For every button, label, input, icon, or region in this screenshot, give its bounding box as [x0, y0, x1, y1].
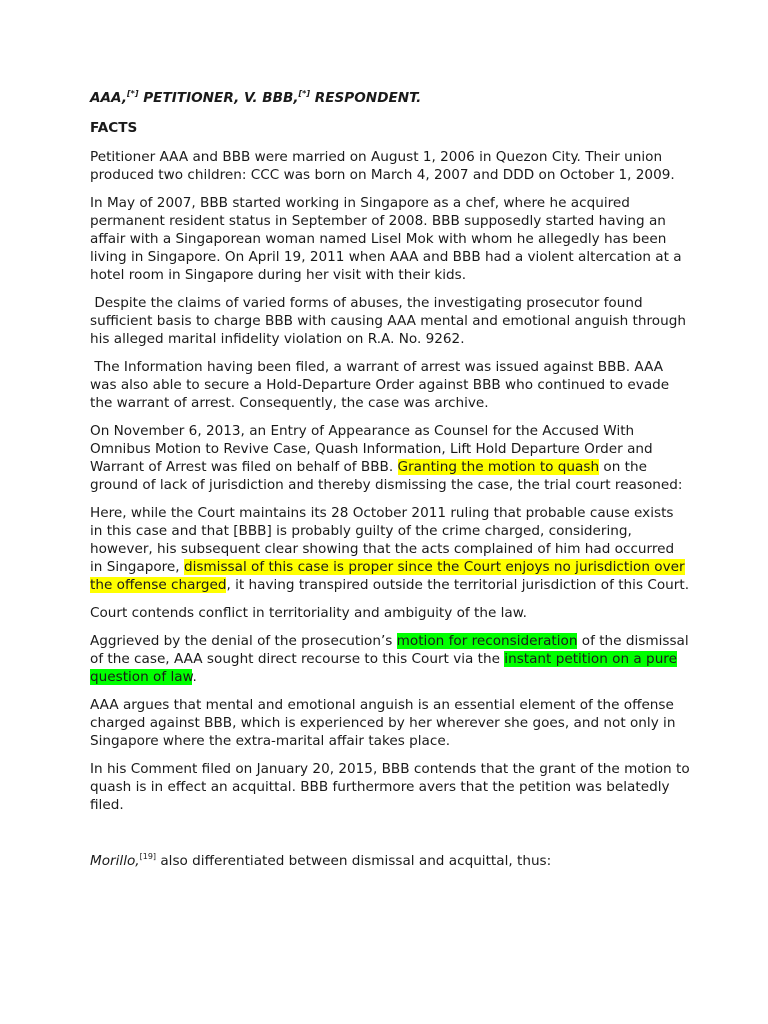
- title-part3: RESPONDENT.: [310, 90, 422, 106]
- facts-heading: FACTS: [90, 120, 138, 136]
- paragraph-5-text-b: on the ground of lack of jurisdiction and thereby dismissing the case, the trial court reasoned:: [90, 459, 683, 493]
- paragraph-11-text: also differentiated between dismissal and acquittal, thus:: [156, 853, 552, 869]
- footnote-ref[interactable]: [*]: [126, 89, 139, 98]
- paragraph-8-text-c: .: [192, 669, 197, 685]
- footnote-ref[interactable]: [*]: [298, 89, 311, 98]
- paragraph-2: In May of 2007, BBB started working in Singapore as a chef, where he acquired permanent resident status in September of 2008. BBB supposedly started having an affair with a Singaporean woman named Lisel Mok with whom he allegedly has been living in Singapore. On April 19, 2011 when AAA and BBB had a violent altercation at a hotel room in Singapore during her visit with their kids.: [90, 195, 682, 283]
- paragraph-5-text-a: On November 6, 2013, an Entry of Appearance as Counsel for the Accused With Omnibus Motion to Revive Case, Quash Information, Lift Hold Departure Order and Warrant of Arrest was filed on behalf of BBB.: [90, 423, 653, 475]
- footnote-ref[interactable]: [19]: [139, 852, 157, 861]
- title-part2: PETITIONER, V. BBB,: [138, 90, 299, 106]
- case-title: [90, 88, 690, 108]
- case-name-morillo: Morillo,: [90, 853, 140, 869]
- paragraph-7: Court contends conflict in territoriality and ambiguity of the law.: [90, 605, 527, 621]
- paragraph-5: [90, 422, 690, 494]
- paragraph-8-text-b: of the dismissal of the case, AAA sought direct recourse to this Court via the: [90, 633, 689, 667]
- paragraph-8: [90, 632, 690, 686]
- paragraph-spacer: [90, 824, 690, 852]
- paragraph-6-text-b: , it having transpired outside the territorial jurisdiction of this Court.: [226, 577, 690, 593]
- paragraph-6-text-a: Here, while the Court maintains its 28 October 2011 ruling that probable cause exists in this case and that [BBB] is probably guilty of the crime charged, considering, however, his subsequent clear showing that the acts complained of him had occurred in Singapore,: [90, 505, 675, 575]
- paragraph-1: Petitioner AAA and BBB were married on August 1, 2006 in Quezon City. Their union produced two children: CCC was born on March 4, 2007 and DDD on October 1, 2009.: [90, 149, 675, 183]
- title-part1: AAA,: [90, 90, 127, 106]
- paragraph-4: The Information having been filed, a warrant of arrest was issued against BBB. AAA was also able to secure a Hold-Departure Order against BBB who continued to evade the warrant of arrest. Consequently, the case was archive.: [90, 359, 674, 411]
- paragraph-6-quote: [90, 504, 690, 594]
- paragraph-3: Despite the claims of varied forms of abuses, the investigating prosecutor found sufficient basis to charge BBB with causing AAA mental and emotional anguish through his alleged marital infidelity violation on R.A. No. 9262.: [90, 295, 691, 347]
- paragraph-8-text-a: Aggrieved by the denial of the prosecution’s: [90, 633, 397, 649]
- highlight-yellow: Granting the motion to quash: [397, 459, 600, 475]
- paragraph-10: In his Comment filed on January 20, 2015, BBB contends that the grant of the motion to quash is in effect an acquittal. BBB furthermore avers that the petition was belatedly filed.: [90, 761, 690, 813]
- document-page: [90, 88, 690, 880]
- highlight-green: motion for reconsideration: [396, 633, 578, 649]
- paragraph-9: AAA argues that mental and emotional anguish is an essential element of the offense charged against BBB, which is experienced by her wherever she goes, and not only in Singapore where the extra-marital affair takes place.: [90, 697, 676, 749]
- paragraph-11: [90, 852, 690, 870]
- highlight-green: instant petition on a pure question of law: [90, 651, 677, 685]
- highlight-yellow: dismissal of this case is proper since the Court enjoys no jurisdiction over the offense charged: [90, 559, 685, 593]
